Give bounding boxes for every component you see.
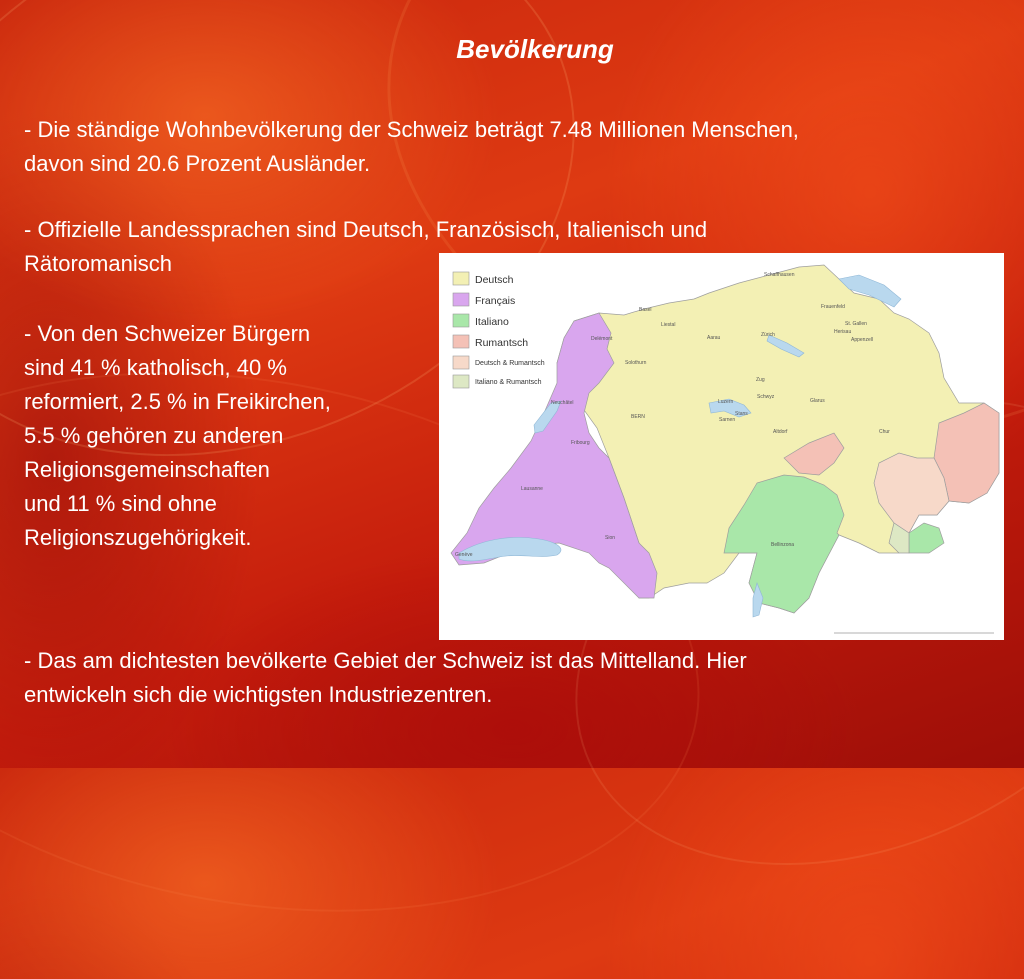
paragraph-line: Rätoromanisch [24, 251, 172, 276]
legend-label: Italiano [475, 316, 509, 328]
city-label: Herisau [834, 329, 852, 335]
language-map [439, 253, 1004, 640]
legend-swatch [453, 375, 469, 388]
city-label: Neuchâtel [551, 400, 574, 406]
city-label: Frauenfeld [821, 304, 845, 310]
legend-swatch [453, 314, 469, 327]
paragraph-line: 5.5 % gehören zu anderen [24, 423, 284, 448]
legend-swatch [453, 356, 469, 369]
legend-swatch [453, 293, 469, 306]
city-label: Zug [756, 377, 765, 383]
city-label: Sion [605, 535, 616, 541]
city-label: Lausanne [521, 486, 543, 492]
city-label: Appenzell [851, 337, 873, 343]
city-label: Basel [639, 307, 652, 313]
city-label: Stans [735, 411, 748, 417]
city-label: St. Gallen [845, 321, 867, 327]
legend-label: Rumantsch [475, 337, 529, 349]
paragraph-population [24, 113, 1024, 181]
city-label: Schaffhausen [764, 272, 795, 278]
city-label: Liestal [661, 322, 676, 328]
paragraph-line: Religionszugehörigkeit. [24, 525, 252, 550]
city-label: Zürich [761, 332, 775, 338]
city-label: Bellinzona [771, 542, 795, 548]
city-label: Fribourg [571, 440, 590, 446]
paragraph-line: sind 41 % katholisch, 40 % [24, 355, 287, 380]
paragraph-line: Religionsgemeinschaften [24, 457, 270, 482]
paragraph-religion [24, 317, 438, 555]
city-label: Schwyz [757, 394, 775, 400]
region-italiano-misox [909, 523, 944, 553]
slide-title: Bevölkerung [456, 34, 614, 64]
city-label: Glarus [810, 398, 825, 404]
legend-swatch [453, 335, 469, 348]
legend-label: Italiano & Rumantsch [475, 379, 542, 386]
paragraph-line: - Die ständige Wohnbevölkerung der Schweiz beträgt 7.48 Millionen Menschen, [24, 117, 799, 142]
city-label: Sarnen [719, 417, 736, 423]
paragraph-line: reformiert, 2.5 % in Freikirchen, [24, 389, 331, 414]
city-label: Genève [455, 552, 473, 558]
city-label: BERN [631, 414, 645, 420]
legend-label: Deutsch & Rumantsch [475, 360, 545, 367]
paragraph-line: - Das am dichtesten bevölkerte Gebiet der Schweiz ist das Mittelland. Hier [24, 648, 747, 673]
city-label: Luzern [718, 399, 734, 405]
city-label: Solothurn [625, 360, 647, 366]
paragraph-line: davon sind 20.6 Prozent Ausländer. [24, 151, 371, 176]
paragraph-line: entwickeln sich die wichtigsten Industriezentren. [24, 682, 493, 707]
legend-swatch [453, 272, 469, 285]
switzerland-map-svg [439, 253, 1004, 640]
paragraph-line: und 11 % sind ohne [24, 491, 217, 516]
paragraph-mittelland [24, 644, 998, 712]
city-label: Aarau [707, 335, 721, 341]
paragraph-line: - Von den Schweizer Bürgern [24, 321, 311, 346]
legend-label: Deutsch [475, 274, 514, 286]
city-label: Altdorf [773, 429, 788, 435]
paragraph-line: - Offizielle Landessprachen sind Deutsch, Französisch, Italienisch und [24, 217, 708, 242]
city-label: Delémont [591, 336, 613, 342]
legend-label: Français [475, 295, 516, 307]
city-label: Chur [879, 429, 890, 435]
map-legend [453, 272, 545, 388]
